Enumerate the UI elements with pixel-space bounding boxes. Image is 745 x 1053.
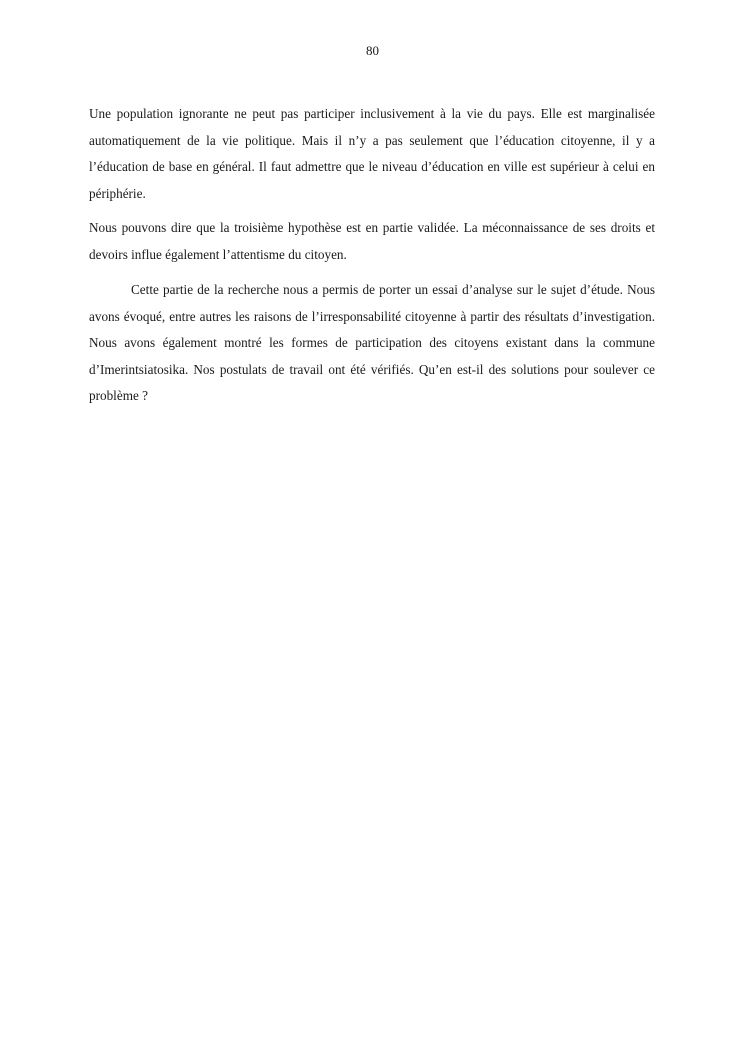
paragraph-hypothesis: Nous pouvons dire que la troisième hypothèse est en partie validée. La méconnaissance de ses droits et devoirs influe également l’attentisme du citoyen. [89,220,655,262]
paragraph-conclusion: Cette partie de la recherche nous a permis de porter un essai d’analyse sur le sujet d’étude. Nous avons évoqué, entre autres les raisons de l’irresponsabilité citoyenne à partir des résultats d’investigation. Nous avons également montré les formes de participation des citoyens existant dans la commune d’Imerintsiatosika. Nos postulats de travail ont été vérifiés. Qu’en est-il des solutions pour soulever ce problème ? [89,282,655,403]
body-text [89,101,655,410]
page-number: 80 [366,43,379,58]
paragraph-education: Une population ignorante ne peut pas participer inclusivement à la vie du pays. Elle est marginalisée automatiquement de la vie politique. Mais il n’y a pas seulement que l’éducation citoyenne, il y a l’éducation de base en général. Il faut admettre que le niveau d’éducation en ville est supérieur à celui en périphérie. [89,106,655,201]
